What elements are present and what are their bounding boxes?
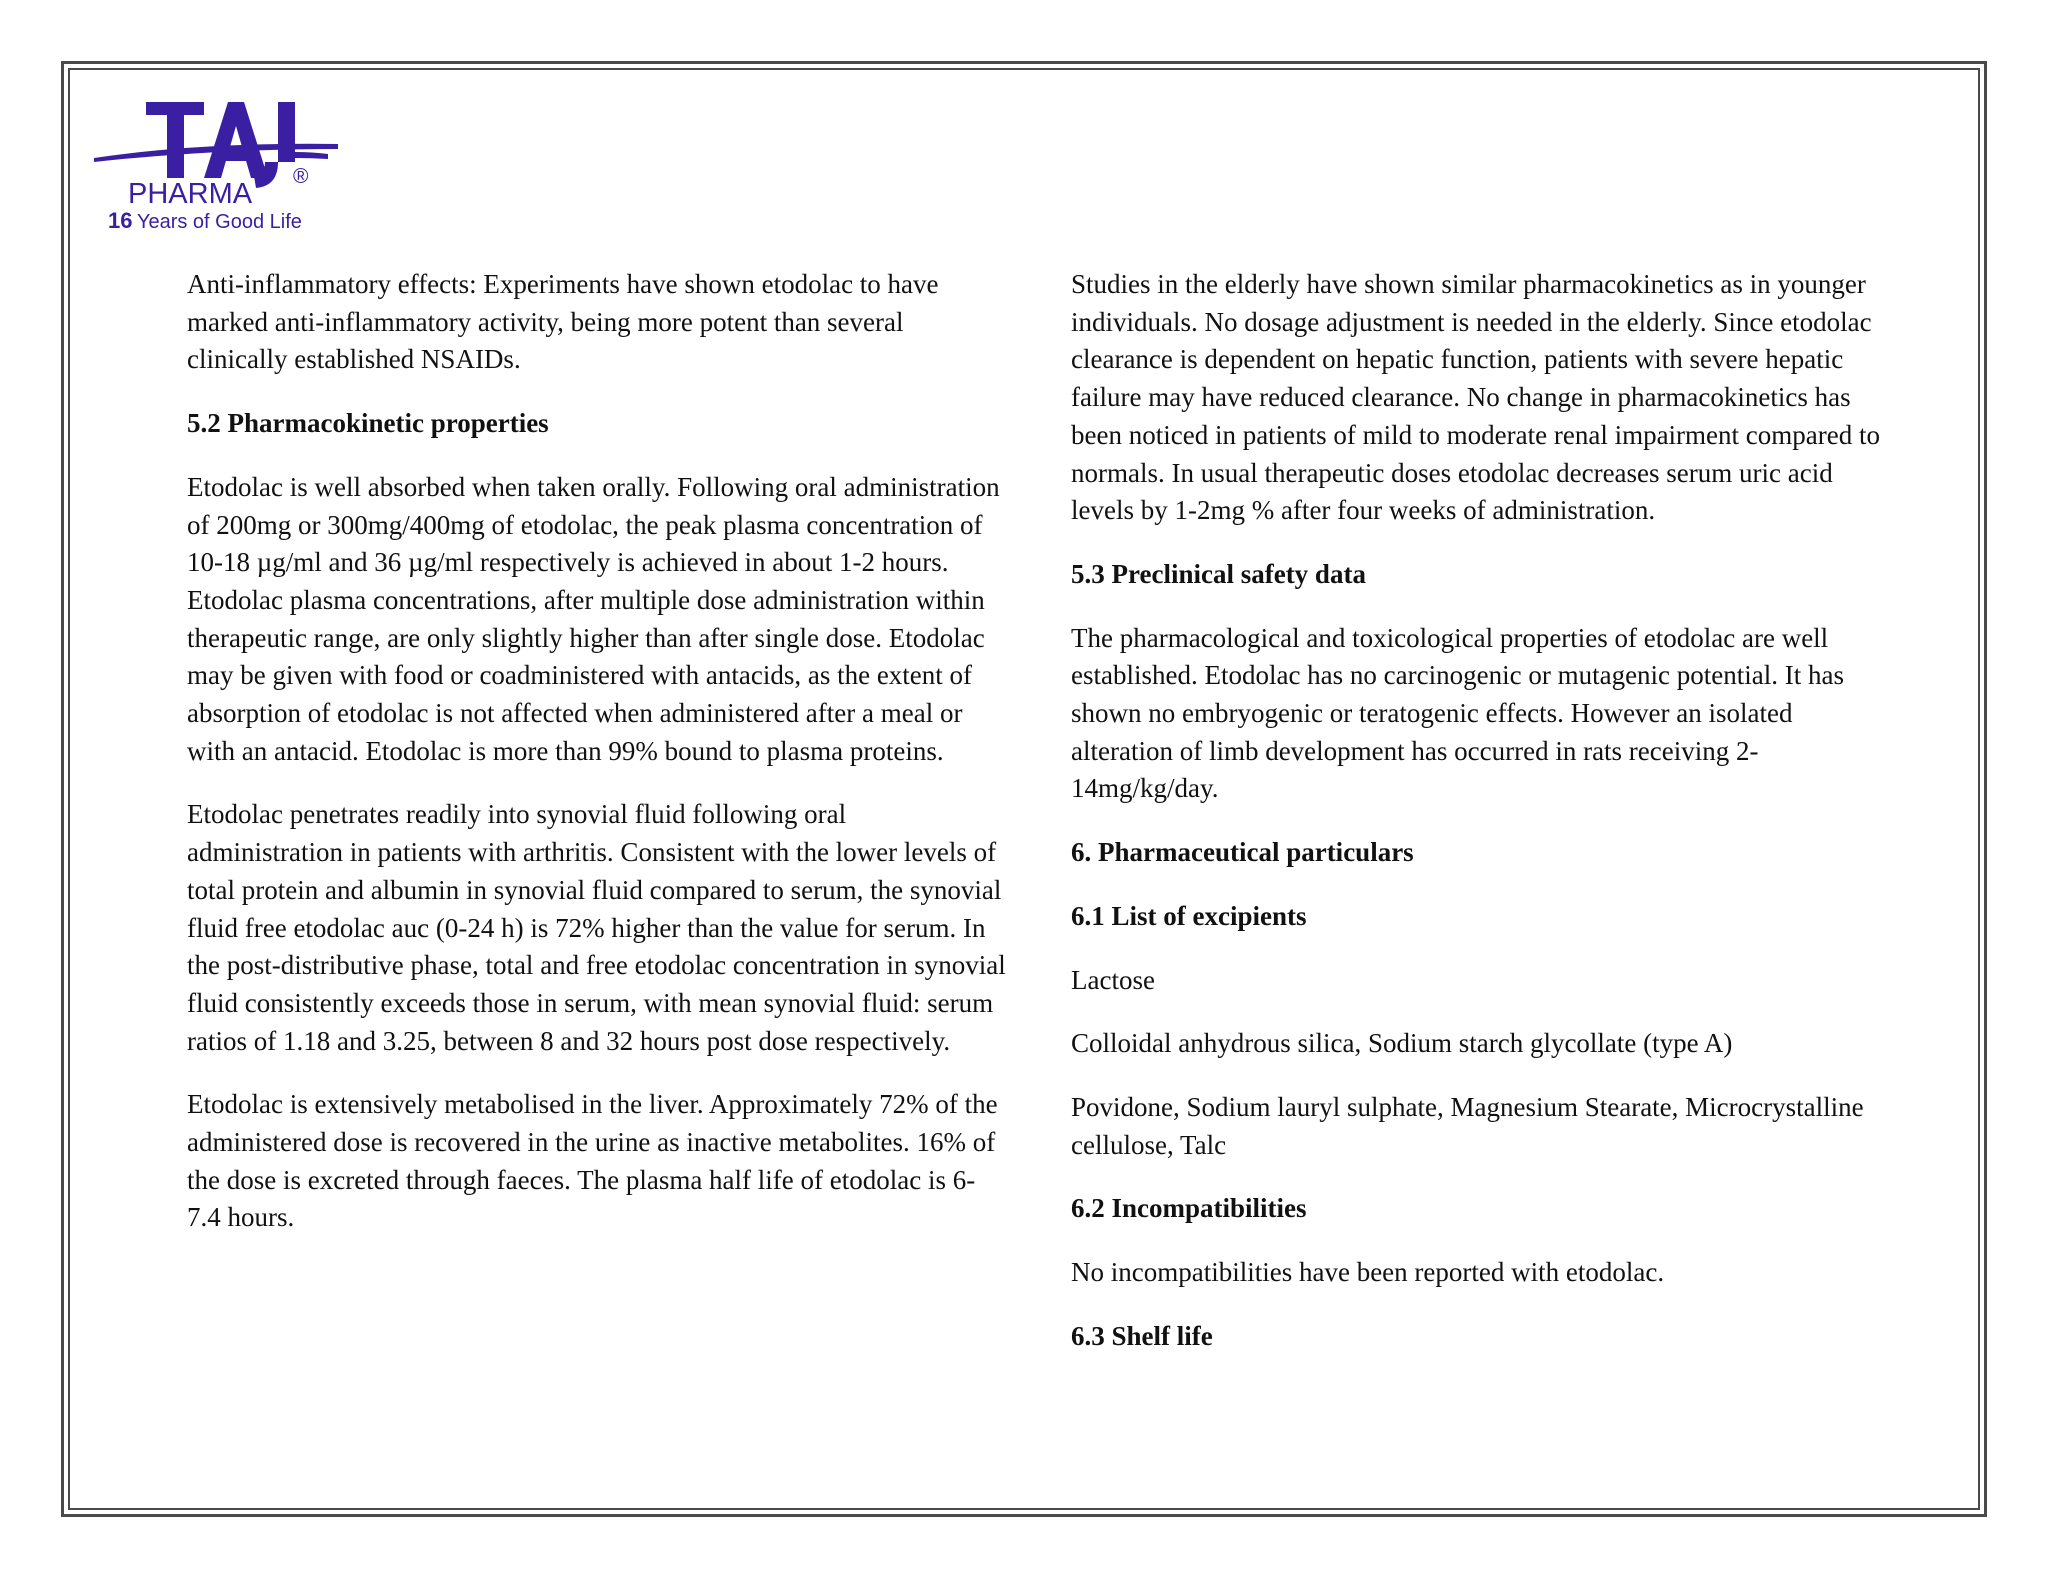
elderly-paragraph: Studies in the elderly have shown similar pharmacokinetics as in younger individuals. No dosage adjustment is needed in the elderly. Since etodolac clearance is dependent on hepatic function, patients with severe hepatic failure may have reduced clearance. No change in pharmacokinetics has been noticed in patients of mild to moderate renal impairment compared to normals. In usual therapeutic doses etodolac decreases serum uric acid levels by 1-2mg % after four weeks of administration. <box>1071 269 1880 526</box>
anti-inflammatory-paragraph: Anti-inflammatory effects: Experiments have shown etodolac to have marked anti-inflammatory activity, being more potent than several clinically established NSAIDs. <box>187 269 939 375</box>
right-column <box>1071 266 1881 1381</box>
taj-pharma-logo <box>92 92 342 237</box>
preclinical-paragraph: The pharmacological and toxicological properties of etodolac are well established. Etodolac has no carcinogenic or mutagenic potential. It has shown no embryogenic or teratogenic effects. However an isolated alteration of limb development has occurred in rats receiving 2-14mg/kg/day. <box>1071 622 1844 804</box>
heading-shelf-life: 6.3 Shelf life <box>1071 1320 1213 1351</box>
excipient-item: Lactose <box>1071 964 1155 995</box>
heading-incompatibilities: 6.2 Incompatibilities <box>1071 1193 1307 1224</box>
synovial-fluid-paragraph: Etodolac penetrates readily into synovial fluid following oral administration in patients with arthritis. Consistent with the lower levels of total protein and albumin in synovial fluid compared to serum, the synovial fluid free etodolac auc (0-24 h) is 72% higher than the value for serum. In the post-distributive phase, total and free etodolac concentration in synovial fluid consistently exceeds those in serum, with mean synovial fluid: serum ratios of 1.18 and 3.25, between 8 and 32 hours post dose respectively. <box>187 799 1006 1056</box>
heading-pharmaceutical-particulars: 6. Pharmaceutical particulars <box>1071 837 1414 868</box>
excipient-item: Povidone, Sodium lauryl sulphate, Magnesium Stearate, Microcrystalline cellulose, Talc <box>1071 1091 1864 1160</box>
left-column <box>187 266 1007 1263</box>
heading-preclinical-safety-data: 5.3 Preclinical safety data <box>1071 558 1366 589</box>
excipient-item: Colloidal anhydrous silica, Sodium starch glycollate (type A) <box>1071 1028 1733 1059</box>
logo-tagline-text: Years of Good Life <box>136 211 302 233</box>
logo-tagline-number: 16 <box>108 208 133 233</box>
incompatibilities-paragraph: No incompatibilities have been reported with etodolac. <box>1071 1257 1665 1288</box>
heading-pharmacokinetic-properties: 5.2 Pharmacokinetic properties <box>187 408 549 439</box>
logo-brand-text: PHARMA <box>128 178 253 210</box>
absorption-paragraph: Etodolac is well absorbed when taken orally. Following oral administration of 200mg or 300mg/400mg of etodolac, the peak plasma concentration of 10-18 µg/ml and 36 µg/ml respectively is achieved in about 1-2 hours. Etodolac plasma concentrations, after multiple dose administration within therapeutic range, are only slightly higher than after single dose. Etodolac may be given with food or coadministered with antacids, as the extent of absorption of etodolac is not affected when administered after a meal or with an antacid. Etodolac is more than 99% bound to plasma proteins. <box>187 471 1000 766</box>
logo-tagline <box>108 210 302 232</box>
registered-mark: ® <box>293 165 309 188</box>
heading-list-of-excipients: 6.1 List of excipients <box>1071 900 1307 931</box>
metabolism-paragraph: Etodolac is extensively metabolised in the liver. Approximately 72% of the administered dose is recovered in the urine as inactive metabolites. 16% of the dose is excreted through faeces. The plasma half life of etodolac is 6-7.4 hours. <box>187 1089 998 1233</box>
